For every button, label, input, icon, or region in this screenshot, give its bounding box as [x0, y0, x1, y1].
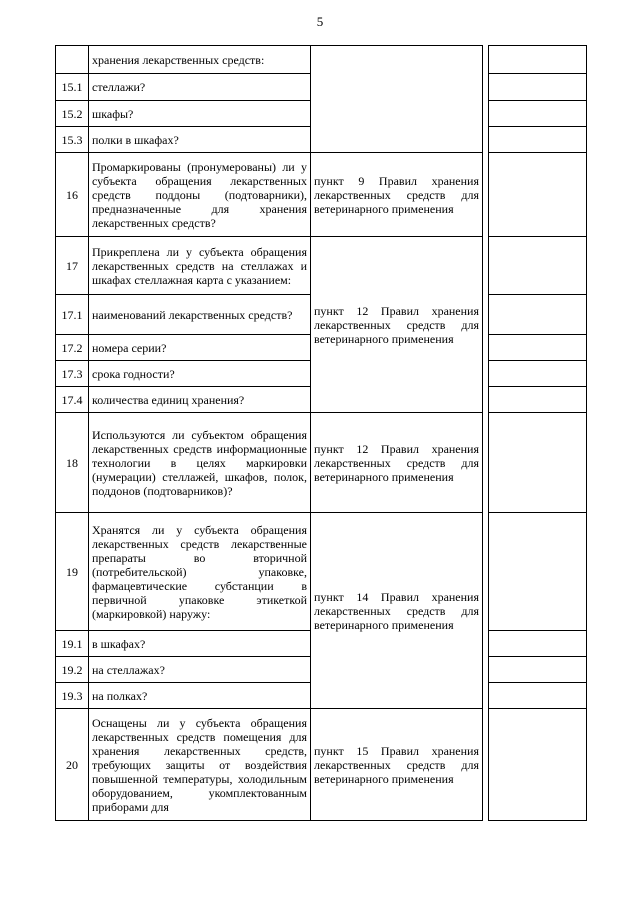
row-number: 15.1 [56, 74, 89, 101]
row-number: 17.3 [56, 361, 89, 387]
question-text: Прикреплена ли у субъекта обращения лекарственных средств на стеллажах и шкафах стеллажная карта с указанием: [89, 237, 311, 295]
answer-cell[interactable] [489, 631, 587, 657]
answer-cell[interactable] [489, 237, 587, 295]
answer-cell[interactable] [489, 657, 587, 683]
reference-text: пункт 12 Правил хранения лекарственных средств для ветеринарного применения [314, 441, 479, 484]
row-number: 20 [56, 709, 89, 821]
reference-cell [311, 153, 483, 237]
question-text: Оснащены ли у субъекта обращения лекарственных средств помещения для хранения лекарственных средств, требующих защиты от воздействия повышенной температуры, холодильным оборудованием, укомплектованным приборами для [89, 709, 311, 821]
question-text: на полках? [89, 683, 311, 709]
answer-cell[interactable] [489, 683, 587, 709]
reference-text: пункт 9 Правил хранения лекарственных средств для ветеринарного применения [314, 173, 479, 216]
question-text: Промаркированы (пронумерованы) ли у субъекта обращения лекарственных средств поддоны (подтоварники), предназначенные для хранения лекарственных средств? [89, 153, 311, 237]
answer-cell[interactable] [489, 101, 587, 127]
answer-cell[interactable] [489, 335, 587, 361]
question-text: в шкафах? [89, 631, 311, 657]
question-text: хранения лекарственных средств: [89, 46, 311, 74]
question-text: количества единиц хранения? [89, 387, 311, 413]
page-number: 5 [316, 14, 324, 29]
reference-cell [311, 413, 483, 513]
answer-cell[interactable] [489, 361, 587, 387]
table-row [56, 413, 587, 513]
answer-cell[interactable] [489, 413, 587, 513]
question-text: полки в шкафах? [89, 127, 311, 153]
row-number: 17.4 [56, 387, 89, 413]
answer-cell[interactable] [489, 127, 587, 153]
table-row [56, 709, 587, 821]
checklist-table [55, 45, 587, 821]
reference-cell [311, 46, 483, 153]
answer-cell[interactable] [489, 513, 587, 631]
table-row [56, 237, 587, 295]
row-number [56, 46, 89, 74]
question-text: на стеллажах? [89, 657, 311, 683]
answer-cell[interactable] [489, 153, 587, 237]
answer-cell[interactable] [489, 709, 587, 821]
question-text: наименований лекарственных средств? [89, 295, 311, 335]
question-text: стеллажи? [89, 74, 311, 101]
question-text: срока годности? [89, 361, 311, 387]
reference-cell [311, 513, 483, 709]
row-number: 15.3 [56, 127, 89, 153]
question-text: Используются ли субъектом обращения лекарственных средств информационные технологии в целях маркировки (нумерации) стеллажей, шкафов, полок, поддонов (подтоварников)? [89, 413, 311, 513]
row-number: 16 [56, 153, 89, 237]
reference-cell [311, 237, 483, 413]
reference-text: пункт 14 Правил хранения лекарственных средств для ветеринарного применения [314, 589, 479, 632]
question-text: Хранятся ли у субъекта обращения лекарственных средств лекарственные препараты во вторичной (потребительской) упаковке, фармацевтические субстанции в первичной упаковке этикеткой (маркировкой) наружу: [89, 513, 311, 631]
row-number: 17 [56, 237, 89, 295]
answer-cell[interactable] [489, 46, 587, 74]
row-number: 18 [56, 413, 89, 513]
row-number: 17.1 [56, 295, 89, 335]
answer-cell[interactable] [489, 295, 587, 335]
question-text: шкафы? [89, 101, 311, 127]
row-number: 17.2 [56, 335, 89, 361]
row-number: 15.2 [56, 101, 89, 127]
reference-text: пункт 15 Правил хранения лекарственных средств для ветеринарного применения [314, 743, 479, 786]
reference-text: пункт 12 Правил хранения лекарственных средств для ветеринарного применения [314, 303, 479, 346]
table-row [56, 513, 587, 631]
row-number: 19.3 [56, 683, 89, 709]
answer-cell[interactable] [489, 74, 587, 101]
table-row [56, 153, 587, 237]
reference-cell [311, 709, 483, 821]
row-number: 19.2 [56, 657, 89, 683]
question-text: номера серии? [89, 335, 311, 361]
table-row [56, 46, 587, 74]
answer-cell[interactable] [489, 387, 587, 413]
row-number: 19 [56, 513, 89, 631]
row-number: 19.1 [56, 631, 89, 657]
